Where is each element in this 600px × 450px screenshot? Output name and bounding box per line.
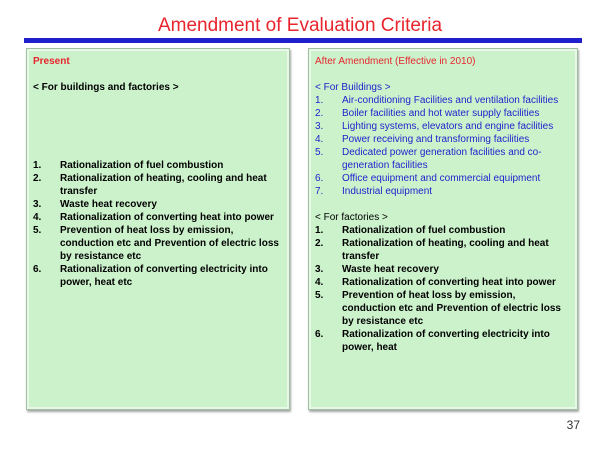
page-number: 37 bbox=[566, 418, 580, 432]
slide-title: Amendment of Evaluation Criteria bbox=[157, 15, 443, 36]
list-item: 2. Rationalization of heating, cooling and heat transfer bbox=[33, 173, 267, 197]
list-item: 4. Power receiving and transforming facilities bbox=[315, 134, 530, 145]
list-item: 4. Rationalization of converting heat into power bbox=[33, 212, 274, 223]
list-item: 7. Industrial equipment bbox=[315, 186, 433, 197]
list-item: 1. Rationalization of fuel combustion bbox=[33, 160, 224, 171]
list-item: 4. Rationalization of converting heat into power bbox=[315, 277, 556, 288]
list-item: 3. Waste heat recovery bbox=[315, 264, 439, 275]
buildings-list bbox=[315, 94, 569, 198]
list-item: 2. Rationalization of heating, cooling and heat transfer bbox=[315, 238, 549, 262]
list-item: 3. Lighting systems, elevators and engine facilities bbox=[315, 121, 554, 132]
factories-subheading: < For factories > bbox=[315, 212, 388, 223]
after-amendment-panel bbox=[308, 48, 578, 410]
present-panel bbox=[26, 48, 290, 410]
present-heading: Present bbox=[33, 56, 70, 67]
factories-list bbox=[315, 224, 569, 354]
list-item: 5. Prevention of heat loss by emission, conduction etc and Prevention of electric loss by resistance etc bbox=[33, 225, 279, 262]
list-item: 6. Rationalization of converting electricity into power, heat bbox=[315, 329, 550, 353]
list-item: 6. Office equipment and commercial equipment bbox=[315, 173, 541, 184]
after-heading: After Amendment (Effective in 2010) bbox=[315, 56, 476, 67]
list-item: 1. Rationalization of fuel combustion bbox=[315, 225, 506, 236]
title-divider bbox=[24, 38, 582, 43]
list-item: 5. Prevention of heat loss by emission, conduction etc and Prevention of electric loss by resistance etc bbox=[315, 290, 561, 327]
list-item: 1. Air-conditioning Facilities and ventilation facilities bbox=[315, 95, 559, 106]
list-item: 5. Dedicated power generation facilities and co-generation facilities bbox=[315, 147, 542, 171]
list-item: 6. Rationalization of converting electricity into power, heat etc bbox=[33, 264, 268, 288]
present-subheading: < For buildings and factories > bbox=[33, 82, 179, 93]
present-list bbox=[33, 159, 281, 289]
list-item: 2. Boiler facilities and hot water supply facilities bbox=[315, 108, 540, 119]
buildings-subheading: < For Buildings > bbox=[315, 82, 391, 93]
list-item: 3. Waste heat recovery bbox=[33, 199, 157, 210]
